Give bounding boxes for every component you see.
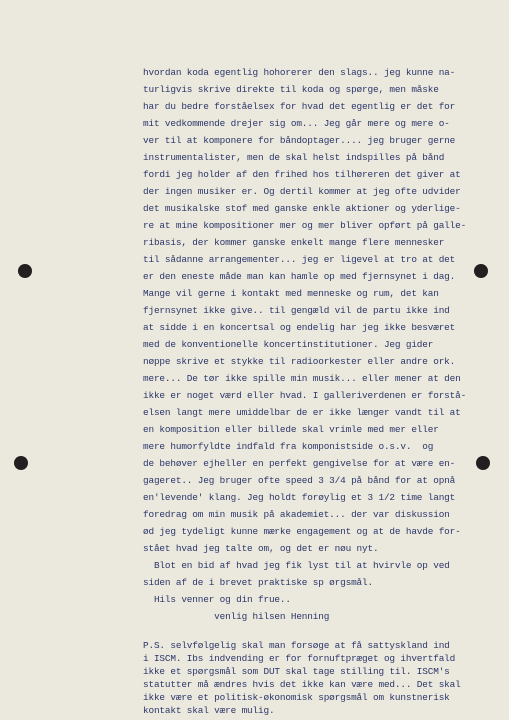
body-line: elsen langt mere umiddelbar de er ikke længer vandt til at [143, 407, 461, 418]
ps-line: statutter må ændres hvis det ikke kan være med... Det skal [143, 679, 461, 690]
body-line: Mange vil gerne i kontakt med menneske og rum, det kan [143, 288, 439, 299]
ps-line: i ISCM. Ibs indvending er for fornuftpræget og ihvertfald [143, 653, 456, 664]
body-line: ikke er noget værd eller hvad. I galleriverdenen er forstå- [143, 390, 467, 401]
body-line: en komposition eller billede skal vrimle med mer eller [143, 424, 439, 435]
ps-line: ikke være et politisk-økonomisk spørgsmål om kunstnerisk [143, 692, 450, 703]
ps-line: kontakt skal være mulig. [143, 705, 275, 716]
body-line: mere humorfyldte indfald fra komponistside o.s.v. og [143, 441, 434, 452]
body-line: mit vedkommende drejer sig om... Jeg går mere og mere o- [143, 118, 450, 129]
body-line: til sådanne arrangementer... jeg er ligevel at tro at det [143, 254, 456, 265]
body-line: har du bedre forståelsex for hvad det egentlig er det for [143, 101, 456, 112]
body-line: at sidde i en koncertsal og endelig har jeg ikke besværet [143, 322, 456, 333]
body-line: re at mine kompositioner mer og mer bliver opført på galle- [143, 220, 467, 231]
body-line: det musikalske stof med ganske enkle aktioner og yderlige- [143, 203, 461, 214]
body-line: ver til at komponere for båndoptager.... jeg bruger gerne [143, 135, 456, 146]
body-line: instrumentalister, men de skal helst indspilles på bånd [143, 152, 445, 163]
body-line: stået hvad jeg talte om, og det er nøu nyt. [143, 543, 379, 554]
ps-line: ikke et spørgsmål som DUT skal tage stilling til. ISCM's [143, 666, 450, 677]
ps-line: P.S. selvfølgelig skal man forsøge at få sattyskland ind [143, 640, 450, 651]
body-line: en'levende' klang. Jeg holdt forøylig et 3 1/2 time langt [143, 492, 456, 503]
body-line: med de konventionelle koncertinstitutioner. Jeg gider [143, 339, 434, 350]
body-line: gageret.. Jeg bruger ofte speed 3 3/4 på bånd for at opnå [143, 475, 456, 486]
body-line: fjernsynet ikke give.. til gengæld vil de partu ikke ind [143, 305, 450, 316]
body-line: der ingen musiker er. Og dertil kommer at jeg ofte udvider [143, 186, 461, 197]
body-line: ød jeg tydeligt kunne mærke engagement og at de havde for- [143, 526, 461, 537]
closing-line: Hils venner og din frue.. [143, 594, 291, 605]
body-line: er den eneste måde man kan hamle op med fjernsynet i dag. [143, 271, 456, 282]
body-line: Blot en bid af hvad jeg fik lyst til at hvirvle op ved [143, 560, 450, 571]
body-line: turligvis skrive direkte til koda og spørge, men måske [143, 84, 439, 95]
body-line: hvordan koda egentlig hohorerer den slags.. jeg kunne na- [143, 67, 456, 78]
body-line: foredrag om min musik på akademiet... der var diskussion [143, 509, 450, 520]
body-line: siden af de i brevet praktiske sp ørgsmål. [143, 577, 373, 588]
body-line: nøppe skrive et stykke til radioorkester eller andre ork. [143, 356, 456, 367]
body-line: fordi jeg holder af den frihed hos tilhøreren det giver at [143, 169, 461, 180]
body-line: mere... De tør ikke spille min musik... eller mener at den [143, 373, 461, 384]
body-line: ribasis, der kommer ganske enkelt mange flere mennesker [143, 237, 445, 248]
signature-line: venlig hilsen Henning [143, 611, 330, 622]
body-line: de behøver ejheller en perfekt gengivelse for at være en- [143, 458, 456, 469]
